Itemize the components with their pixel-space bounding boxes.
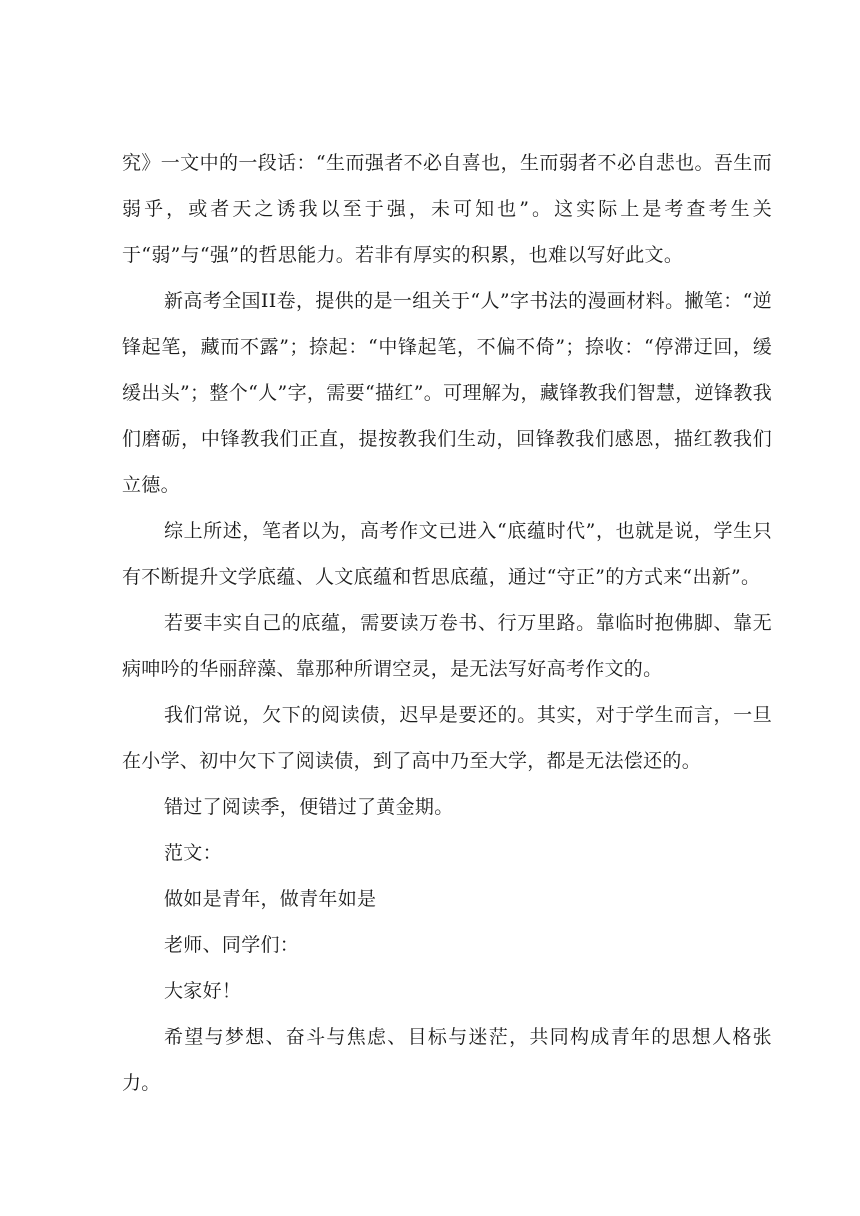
paragraph-3: 综上所述，笔者以为，高考作文已进入“底蕴时代”，也就是说，学生只有不断提升文学底蕴、人文底蕴和哲思底蕴，通过“守正”的方式来“出新”。 <box>122 520 772 588</box>
paragraph-6: 错过了阅读季，便错过了黄金期。 <box>164 796 454 818</box>
essay-title: 做如是青年，做青年如是 <box>164 888 377 910</box>
paragraph-4: 若要丰实自己的底蕴，需要读万卷书、行万里路。靠临时抱佛脚、靠无病呻吟的华丽辞藻、靠那种所谓空灵，是无法写好高考作文的。 <box>122 612 772 680</box>
paragraph-11: 希望与梦想、奋斗与焦虑、目标与迷茫，共同构成青年的思想人格张力。 <box>122 1026 772 1094</box>
document-body <box>122 140 772 1106</box>
paragraph-2: 新高考全国II卷，提供的是一组关于“人”字书法的漫画材料。撇笔：“逆锋起笔，藏而不露”；捺起：“中锋起笔，不偏不倚”；捺收：“停滞迂回，缓缓出头”；整个“人”字，需要“描红”。可理解为，藏锋教我们智慧，逆锋教我们磨砺，中锋教我们正直，提按教我们生动，回锋教我们感恩，描红教我们立德。 <box>122 290 772 496</box>
paragraph-5: 我们常说，欠下的阅读债，迟早是要还的。其实，对于学生而言，一旦在小学、初中欠下了阅读债，到了高中乃至大学，都是无法偿还的。 <box>122 704 772 772</box>
paragraph-7: 范文： <box>164 842 222 864</box>
greeting: 大家好！ <box>164 980 242 1002</box>
salutation: 老师、同学们： <box>164 934 300 956</box>
paragraph-1: 究》一文中的一段话：“生而强者不必自喜也，生而弱者不必自悲也。吾生而弱乎，或者天之诱我以至于强，未可知也”。这实际上是考查考生关于“弱”与“强”的哲思能力。若非有厚实的积累，也难以写好此文。 <box>122 152 772 266</box>
